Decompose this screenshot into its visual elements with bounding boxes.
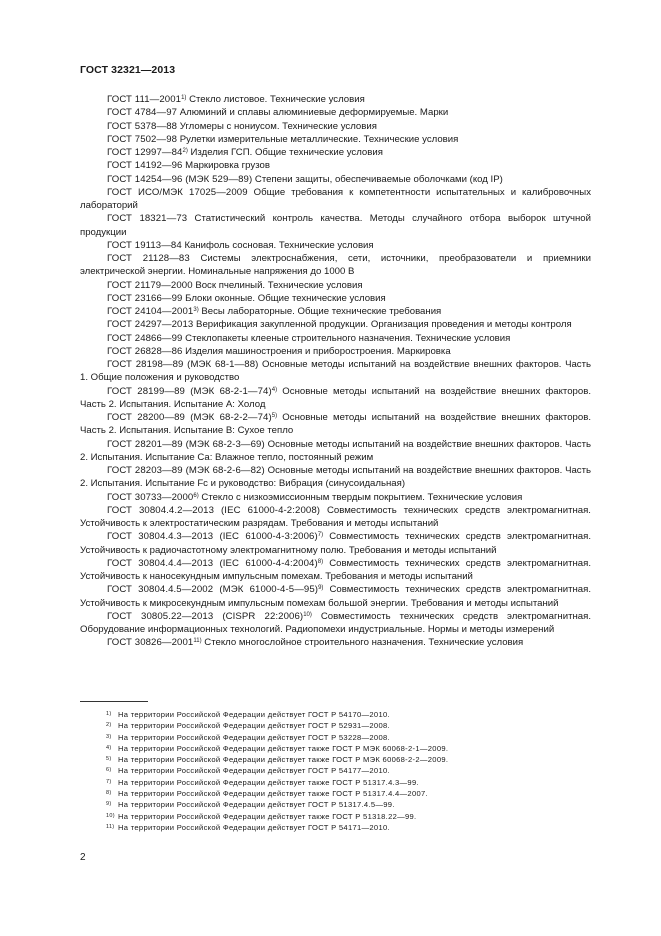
footnote-text: На территории Российской Федерации действует ГОСТ Р 54177—2010. — [118, 766, 390, 776]
reference-entry — [80, 159, 591, 172]
reference-code: ГОСТ 28203—89 (МЭК 68-2-6—82) — [107, 465, 265, 476]
footnote-mark: 2) — [106, 722, 112, 729]
reference-entry — [80, 411, 591, 438]
footnote-mark: 11) — [106, 823, 115, 830]
footnote — [106, 732, 586, 743]
footnote-mark: 6) — [106, 767, 112, 774]
reference-entry — [80, 464, 591, 491]
reference-code: ГОСТ 21128—83 — [107, 253, 190, 264]
reference-code: ГОСТ 23166—99 — [107, 292, 183, 304]
footnote-text: На территории Российской Федерации действует также ГОСТ Р 51318.22—99. — [118, 811, 417, 821]
footnote-ref: 4) — [271, 386, 278, 393]
page-number: 2 — [80, 852, 86, 863]
footnote-text: На территории Российской Федерации действует также ГОСТ Р МЭК 60068-2-1—2009. — [118, 743, 449, 753]
reference-code: ГОСТ 24866—99 — [107, 332, 183, 344]
reference-code: ГОСТ 4784—97 — [107, 107, 178, 119]
reference-title: Степени защиты, обеспечиваемые оболочками (код IP) — [252, 173, 503, 185]
reference-entry — [80, 438, 591, 465]
footnote — [106, 799, 586, 810]
reference-code: ГОСТ 30804.4.3—2013 (IEC 61000-4-3:2006) — [107, 531, 318, 543]
reference-code: ГОСТ 12997—84 — [107, 147, 183, 158]
reference-code: ГОСТ 19113—84 — [107, 239, 182, 251]
reference-entry — [80, 173, 591, 186]
reference-title: Совместимость технических средств электромагнитная. Оборудование информационных технологий. Радиопомехи индустриальные. Нормы и методы измерений — [80, 610, 591, 635]
footnote-divider — [80, 701, 148, 702]
reference-code: ГОСТ 21179—2000 — [107, 279, 193, 291]
reference-title: Блоки оконные. Общие технические условия — [182, 292, 386, 304]
reference-entry — [80, 583, 591, 610]
reference-entry — [80, 106, 591, 119]
reference-code: ГОСТ 14192—96 — [107, 160, 183, 172]
reference-title: Статистический контроль качества. Методы случайного отбора выборок штучной продукции — [80, 213, 591, 238]
reference-title: Маркировка грузов — [182, 160, 270, 172]
reference-entry — [80, 292, 591, 305]
reference-code: ГОСТ 24104—2001 — [107, 306, 194, 317]
footnotes — [106, 709, 586, 833]
reference-code: ГОСТ 30804.4.2—2013 (IEC 61000-4-2:2008) — [107, 504, 321, 516]
reference-title: Основные методы испытаний на воздействие внешних факторов. Часть 1. Общие положения и руководство — [80, 359, 591, 384]
reference-entry — [80, 120, 591, 133]
reference-title: Системы электроснабжения, сети, источники, преобразователи и приемники электрической энергии. Номинальные напряжения до 1000 В — [80, 253, 591, 278]
footnote-text: На территории Российской Федерации действует ГОСТ Р 54171—2010. — [118, 822, 390, 832]
reference-code: ГОСТ 30805.22—2013 (CISPR 22:2006) — [107, 610, 304, 622]
reference-entry — [80, 212, 591, 239]
footnote-ref: 1) — [181, 95, 187, 101]
reference-entry — [80, 491, 591, 504]
footnote — [106, 765, 586, 776]
footnote-ref: 3) — [193, 307, 199, 313]
reference-entry — [80, 557, 591, 584]
reference-entry — [80, 318, 591, 331]
reference-title: Совместимость технических средств электромагнитная. Устойчивость к наносекундным импульсным помехам. Требования и методы испытаний — [80, 557, 591, 582]
reference-code: ГОСТ ИСО/МЭК 17025—2009 — [107, 186, 248, 198]
footnote-mark: 4) — [106, 744, 112, 751]
normative-references — [80, 93, 591, 650]
reference-code: ГОСТ 30804.4.4—2013 (IEC 61000-4-4:2004) — [107, 557, 318, 569]
reference-entry — [80, 186, 591, 213]
reference-entry — [80, 133, 591, 146]
footnote — [106, 709, 586, 720]
footnote-ref: 7) — [317, 532, 324, 539]
reference-entry — [80, 385, 591, 412]
reference-code: ГОСТ 5378—88 — [107, 120, 178, 132]
footnote-mark: 7) — [106, 778, 112, 785]
footnote — [106, 811, 586, 822]
reference-title: Рулетки измерительные металлические. Технические условия — [177, 133, 459, 145]
reference-code: ГОСТ 28199—89 (МЭК 68-2-1—74) — [107, 385, 272, 397]
reference-code: ГОСТ 30826—2001 — [107, 637, 194, 649]
reference-entry — [80, 610, 591, 637]
reference-title: Верификация закупленной продукции. Организация проведения и методы контроля — [193, 319, 572, 331]
reference-title: Воск пчелиный. Технические условия — [192, 279, 363, 291]
reference-entry — [80, 146, 591, 159]
reference-title: Совместимость технических средств электромагнитная. Устойчивость к электростатическим разрядам. Требования и методы испытаний — [80, 504, 591, 529]
reference-entry — [80, 358, 591, 385]
reference-entry — [80, 305, 591, 318]
reference-entry — [80, 345, 591, 358]
footnote-text: На территории Российской Федерации действует ГОСТ Р 52931—2008. — [118, 721, 390, 731]
footnote-mark: 3) — [106, 733, 112, 740]
footnote-mark: 9) — [106, 801, 112, 808]
reference-title: Стекло с низкоэмиссионным твердым покрытием. Технические условия — [198, 491, 523, 503]
footnote-text: На территории Российской Федерации действует ГОСТ Р 53228—2008. — [118, 732, 390, 742]
footnote-text: На территории Российской Федерации действует также ГОСТ Р 51317.4.3—99. — [118, 777, 419, 787]
reference-title: Угломеры с нониусом. Технические условия — [177, 120, 377, 132]
footnote-text: На территории Российской Федерации действует также ГОСТ Р МЭК 60068-2-2—2009. — [118, 755, 449, 765]
running-header: ГОСТ 32321—2013 — [80, 64, 176, 76]
reference-title: Стекло листовое. Технические условия — [186, 94, 365, 105]
reference-title: Основные методы испытаний на воздействие внешних факторов. Часть 2. Испытания. Испытание В: Сухое тепло — [80, 412, 591, 437]
reference-title: Основные методы испытаний на воздействие внешних факторов. Часть 2. Испытания. Испытание Fc и руководство: Вибрация (синусоидальная) — [80, 465, 591, 490]
reference-title: Основные методы испытаний на воздействие внешних факторов. Часть 2. Испытания. Испытание А: Холод — [80, 385, 591, 410]
footnote-mark: 5) — [106, 756, 112, 763]
reference-title: Общие требования к компетентности испытательных и калибровочных лабораторий — [80, 186, 591, 211]
reference-title: Канифоль сосновая. Технические условия — [181, 239, 374, 251]
footnote-text: На территории Российской Федерации действует также ГОСТ Р 51317.4.4—2007. — [118, 789, 428, 799]
footnote-mark: 1) — [106, 711, 112, 717]
reference-entry — [80, 504, 591, 531]
reference-entry — [80, 636, 591, 649]
reference-title: Изделия ГСП. Общие технические условия — [187, 147, 383, 158]
footnote — [106, 777, 586, 788]
reference-title: Совместимость технических средств электромагнитная. Устойчивость к микросекундным импульсным помехам большой энергии. Требования и методы испытаний — [80, 584, 591, 609]
reference-code: ГОСТ 111—2001 — [107, 94, 182, 105]
reference-code: ГОСТ 26828—86 — [107, 345, 183, 357]
footnote-mark: 8) — [106, 790, 112, 797]
reference-entry — [80, 93, 591, 106]
footnote-mark: 10) — [106, 812, 115, 819]
footnote-ref: 6) — [193, 492, 199, 499]
footnote — [106, 754, 586, 765]
reference-code: ГОСТ 28201—89 (МЭК 68-2-3—69) — [107, 438, 265, 450]
footnote — [106, 743, 586, 754]
reference-entry — [80, 239, 591, 252]
reference-title: Стеклопакеты клееные строительного назначения. Технические условия — [182, 332, 511, 344]
reference-title: Основные методы испытаний на воздействие внешних факторов. Часть 2. Испытания. Испытание Са: Влажное тепло, постоянный режим — [80, 438, 591, 463]
reference-code: ГОСТ 28198—89 (МЭК 68-1—88) — [107, 359, 259, 370]
reference-code: ГОСТ 14254—96 (МЭК 529—89) — [107, 173, 253, 185]
footnote-ref: 5) — [271, 413, 278, 419]
reference-code: ГОСТ 28200—89 (МЭК 68-2-2—74) — [107, 412, 272, 423]
footnote — [106, 788, 586, 799]
reference-code: ГОСТ 30733—2000 — [107, 491, 194, 503]
reference-title: Изделия машиностроения и приборостроения. Маркировка — [182, 345, 451, 357]
reference-entry — [80, 530, 591, 557]
reference-entry — [80, 279, 591, 292]
reference-code: ГОСТ 7502—98 — [107, 133, 178, 145]
footnote-ref: 2) — [182, 148, 188, 154]
reference-code: ГОСТ 18321—73 — [107, 213, 188, 225]
footnote-ref: 9) — [318, 585, 324, 592]
footnote-ref: 11) — [193, 638, 202, 645]
footnote — [106, 822, 586, 833]
reference-code: ГОСТ 30804.4.5—2002 (МЭК 61000-4-5—95) — [107, 584, 319, 596]
footnote-ref: 8) — [317, 558, 324, 565]
footnote-text: На территории Российской Федерации действует ГОСТ Р 54170—2010. — [118, 710, 390, 719]
reference-entry — [80, 332, 591, 345]
reference-title: Алюминий и сплавы алюминиевые деформируемые. Марки — [177, 107, 449, 119]
reference-title: Совместимость технических средств электромагнитная. Устойчивость к радиочастотному электромагнитному полю. Требования и методы испытаний — [80, 531, 591, 556]
reference-title: Стекло многослойное строительного назначения. Технические условия — [201, 637, 524, 649]
reference-code: ГОСТ 24297—2013 — [107, 319, 194, 331]
reference-title: Весы лабораторные. Общие технические требования — [198, 306, 442, 317]
footnote-text: На территории Российской Федерации действует ГОСТ Р 51317.4.5—99. — [118, 800, 395, 810]
reference-entry — [80, 252, 591, 279]
footnote-ref: 10) — [303, 611, 312, 618]
footnote — [106, 720, 586, 731]
